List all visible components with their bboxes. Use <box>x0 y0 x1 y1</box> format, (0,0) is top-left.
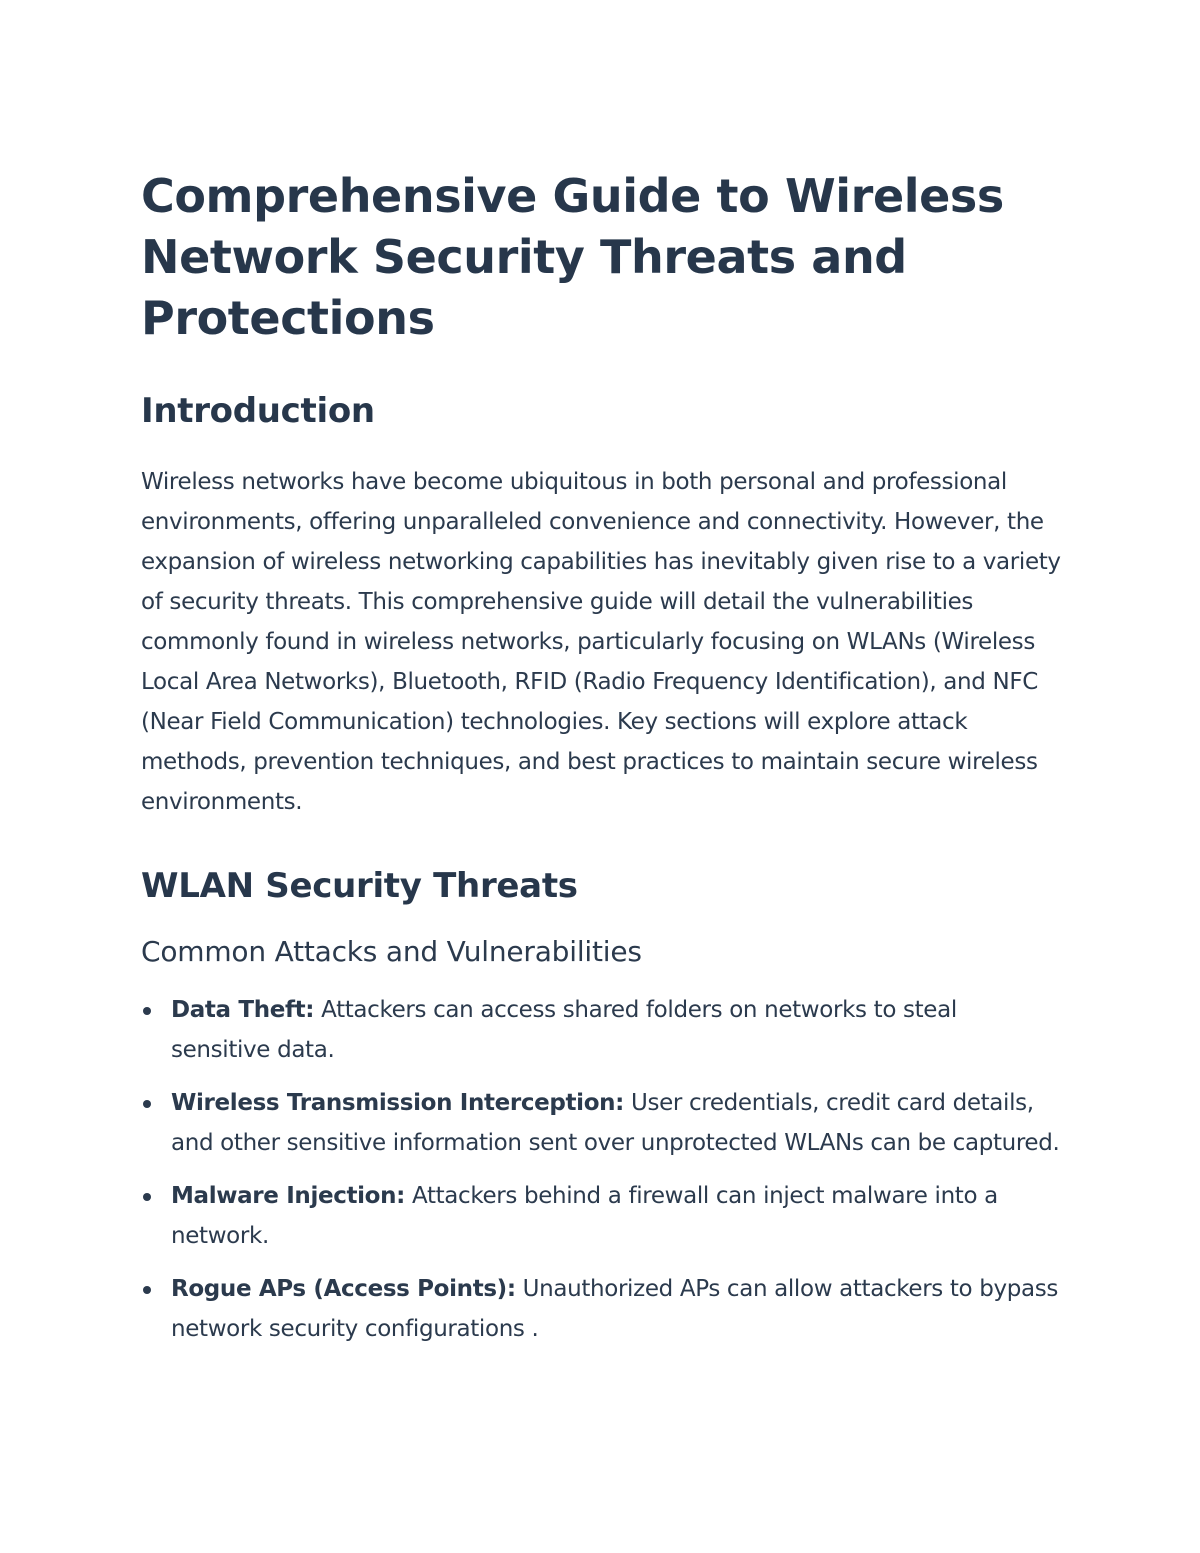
introduction-heading: Introduction <box>141 391 375 431</box>
threat-description: Attackers behind a firewall can inject malware into a network. <box>171 1183 998 1249</box>
threat-term: Malware Injection: <box>171 1183 406 1209</box>
list-item <box>141 1083 1061 1163</box>
threat-term: Wireless Transmission Interception: <box>171 1090 625 1116</box>
threat-description: Unauthorized APs can allow attackers to bypass network security configurations . <box>171 1276 1059 1342</box>
threat-term: Data Theft: <box>171 997 315 1023</box>
document-title: Comprehensive Guide to Wireless Network Security Threats and Protections <box>141 169 1004 345</box>
threat-description: Attackers can access shared folders on networks to steal sensitive data. <box>171 997 957 1063</box>
document-page <box>141 166 1061 1362</box>
bullet-icon <box>143 1193 151 1201</box>
wlan-threats-heading: WLAN Security Threats <box>141 866 578 906</box>
list-item <box>141 990 1061 1070</box>
list-item <box>141 1176 1061 1256</box>
bullet-icon <box>143 1100 151 1108</box>
threat-term: Rogue APs (Access Points): <box>171 1276 516 1302</box>
bullet-icon <box>143 1286 151 1294</box>
threat-description: User credentials, credit card details, and other sensitive information sent over unprotected WLANs can be captured. <box>171 1090 1060 1156</box>
introduction-paragraph: Wireless networks have become ubiquitous in both personal and professional environments, offering unparalleled convenience and connectivity. However, the expansion of wireless networking capabilities has inevitably given rise to a variety of security threats. This comprehensive guide will detail the vulnerabilities commonly found in wireless networks, particularly focusing on WLANs (Wireless Local Area Networks), Bluetooth, RFID (Radio Frequency Identification), and NFC (Near Field Communication) technologies. Key sections will explore attack methods, prevention techniques, and best practices to maintain secure wireless environments. <box>141 469 1061 815</box>
common-attacks-subheading: Common Attacks and Vulnerabilities <box>141 935 642 968</box>
bullet-icon <box>143 1007 151 1015</box>
list-item <box>141 1269 1061 1349</box>
threat-list <box>141 990 1061 1349</box>
